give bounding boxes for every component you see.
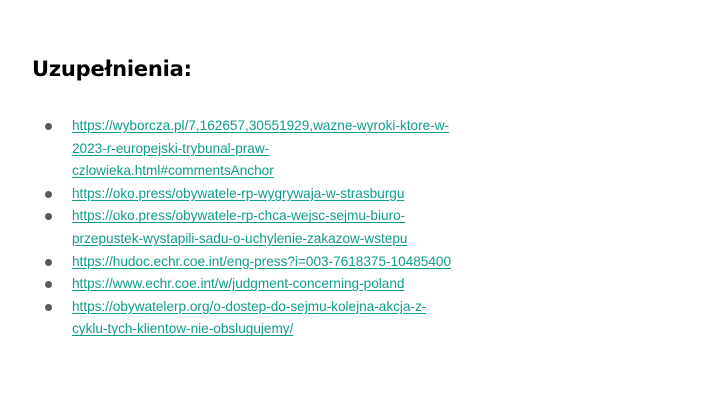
reference-link[interactable] — [72, 208, 407, 246]
link-text-line: https://hudoc.echr.coe.int/eng-press?i=003-7618375-10485400 — [72, 253, 452, 269]
list-item — [44, 273, 504, 296]
list-item — [44, 251, 504, 274]
list-item — [44, 296, 504, 341]
link-text-line: czlowieka.html#commentsAnchor — [72, 163, 274, 179]
link-text-line: https://oko.press/obywatele-rp-wygrywaja-w-strasburgu — [72, 185, 405, 201]
bullet-icon — [45, 191, 52, 198]
slide-title: Uzupełnienia: — [32, 57, 192, 81]
link-text-line: https://wyborcza.pl/7,162657,30551929,wazne-wyroki-ktore-w- — [72, 118, 450, 133]
link-text-line: https://www.echr.coe.int/w/judgment-concerning-poland — [72, 276, 405, 292]
link-text-line: przepustek-wystapili-sadu-o-uchylenie-zakazow-wstepu — [72, 230, 408, 246]
reference-link[interactable] — [72, 186, 404, 201]
link-text-line: 2023-r-europejski-trybunal-praw- — [72, 140, 270, 156]
link-text-line: https://obywatelerp.org/o-dostep-do-sejmu-kolejna-akcja-z- — [72, 298, 427, 314]
bullet-icon — [45, 213, 52, 220]
bullet-icon — [45, 304, 52, 311]
reference-link[interactable] — [72, 254, 451, 269]
reference-link[interactable] — [72, 276, 404, 291]
list-item — [44, 205, 504, 250]
link-text-line: https://oko.press/obywatele-rp-chca-wejsc-sejmu-biuro- — [72, 208, 406, 224]
list-item — [44, 115, 504, 183]
bullet-icon — [45, 281, 52, 288]
bullet-icon — [45, 123, 52, 130]
list-item — [44, 183, 504, 206]
reference-link[interactable] — [72, 118, 449, 178]
link-list — [44, 115, 504, 341]
reference-link[interactable] — [72, 299, 426, 337]
link-text-line: cyklu-tych-klientow-nie-obslugujemy/ — [72, 321, 294, 337]
bullet-icon — [45, 259, 52, 266]
